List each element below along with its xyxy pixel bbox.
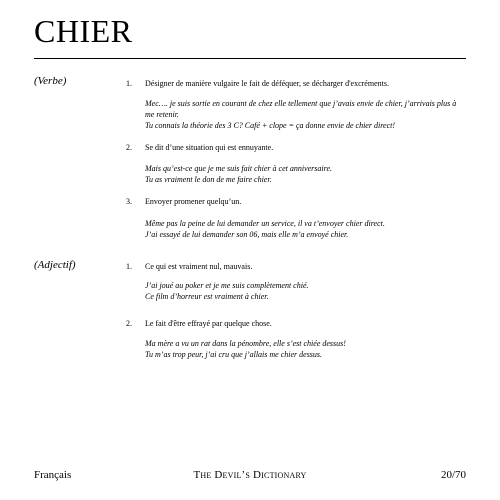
sense-examples — [145, 280, 465, 302]
sense-number: 3. — [126, 197, 132, 206]
part-of-speech-verb: (Verbe) — [34, 75, 67, 87]
footer-language: Français — [34, 469, 72, 481]
part-of-speech-adjective: (Adjectif) — [34, 259, 76, 271]
example-sentence: Ce film d’horreur est vraiment à chier. — [145, 292, 269, 301]
footer-page-number: 20/70 — [440, 469, 466, 481]
sense-examples — [145, 338, 465, 360]
entry-title: CHIER — [34, 13, 133, 49]
sense-examples — [145, 218, 465, 240]
example-sentence: J’ai joué au poker et je me suis complètement chié. — [145, 281, 309, 290]
example-sentence: Tu m’as trop peur, j’ai cru que j’allais me chier dessus. — [145, 350, 323, 359]
sense-definition: Ce qui est vraiment nul, mauvais. — [145, 262, 253, 271]
example-sentence: Ma mère a vu un rat dans la pénombre, elle s’est chiée dessus! — [145, 339, 346, 348]
example-sentence: Tu as vraiment le don de me faire chier. — [145, 175, 272, 184]
sense-definition: Désigner de manière vulgaire le fait de déféquer, se décharger d'excréments. — [145, 79, 389, 88]
example-sentence: Mec…. je suis sortie en courant de chez elle tellement que j’avais envie de chier, j’arrivais plus à me retenir. — [145, 99, 457, 119]
sense-definition: Envoyer promener quelqu’un. — [145, 197, 242, 206]
sense-number: 2. — [126, 143, 132, 152]
sense-number: 1. — [126, 262, 132, 271]
example-sentence: J’ai essayé de lui demander son 06, mais elle m’a envoyé chier. — [145, 230, 349, 239]
sense-definition: Se dit d’une situation qui est ennuyante. — [145, 143, 274, 152]
sense-examples — [145, 163, 465, 185]
title-divider — [34, 58, 466, 59]
example-sentence: Tu connais la théorie des 3 C? Café + clope = ça donne envie de chier direct! — [145, 121, 395, 130]
sense-number: 1. — [126, 79, 132, 88]
sense-definition: Le fait d'être effrayé par quelque chose. — [145, 319, 272, 328]
footer-book-title: The Devil’s Dictionary — [193, 469, 307, 481]
example-sentence: Mais qu’est-ce que je me suis fait chier à cet anniversaire. — [145, 164, 332, 173]
sense-examples — [145, 98, 465, 131]
example-sentence: Même pas la peine de lui demander un service, il va t’envoyer chier direct. — [145, 219, 385, 228]
sense-number: 2. — [126, 319, 132, 328]
